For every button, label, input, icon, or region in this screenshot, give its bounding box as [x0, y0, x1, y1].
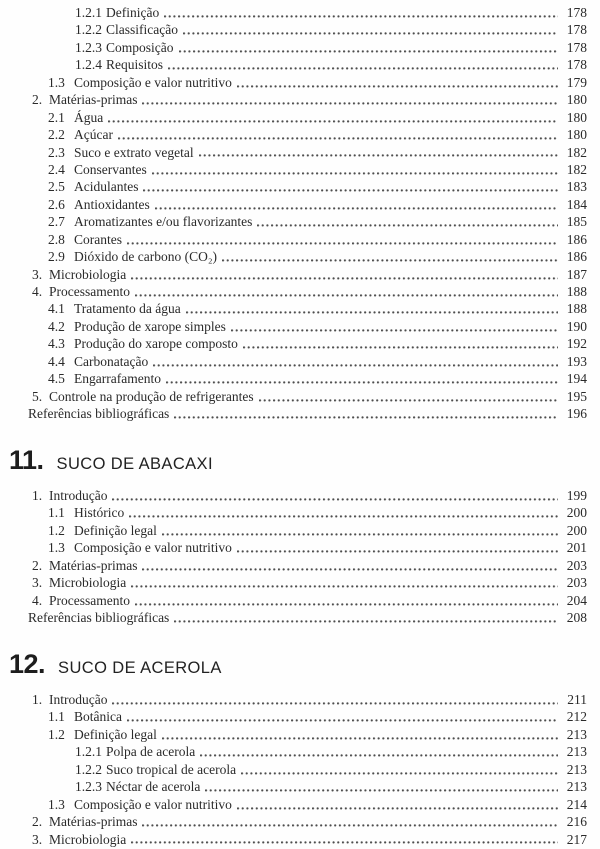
- entry-page-number: 178: [566, 22, 587, 38]
- toc-entry: [28, 726, 587, 743]
- toc-entry: [28, 109, 587, 126]
- entry-page-number: 179: [566, 74, 587, 90]
- entry-page-number: 186: [566, 249, 587, 265]
- dot-leader: [131, 841, 558, 844]
- entry-page-number: 178: [566, 57, 587, 73]
- entry-number: 2.1: [48, 109, 65, 125]
- dot-leader: [155, 207, 558, 210]
- entry-page-number: 188: [566, 301, 587, 317]
- toc-entry: [28, 231, 587, 248]
- toc-entry: [28, 353, 587, 370]
- entry-label: Corantes: [74, 231, 122, 247]
- entry-number: 2.7: [48, 214, 65, 230]
- dot-leader: [118, 137, 558, 140]
- entry-label: Composição e valor nutritivo: [74, 540, 232, 556]
- entry-label: Composição e valor nutritivo: [74, 74, 232, 90]
- entry-label: Produção de xarope simples: [74, 318, 226, 334]
- entry-number: 1.2.1: [75, 5, 102, 20]
- entry-label: Microbiologia: [49, 575, 127, 591]
- entry-label: Néctar de acerola: [106, 779, 201, 795]
- dot-leader: [162, 737, 558, 740]
- entry-label: Requisitos: [106, 57, 164, 73]
- entry-page-number: 185: [566, 214, 587, 230]
- toc-entry: [28, 388, 587, 405]
- toc-entry: [28, 487, 587, 504]
- dot-leader: [142, 102, 558, 105]
- dot-leader: [153, 364, 558, 367]
- entry-label: Conservantes: [74, 161, 147, 177]
- dot-leader: [112, 498, 558, 501]
- entry-label: Controle na produção de refrigerantes: [49, 388, 254, 404]
- toc-entry: [28, 778, 587, 795]
- entry-page-number: 213: [566, 779, 587, 795]
- entry-page-number: 180: [566, 127, 587, 143]
- toc-entry: [28, 144, 587, 161]
- entry-label: Processamento: [49, 592, 130, 608]
- entry-number: 4.: [32, 284, 43, 299]
- entry-label: Suco e extrato vegetal: [74, 144, 194, 160]
- dot-leader: [112, 702, 558, 705]
- entry-label: Composição e valor nutritivo: [74, 796, 232, 812]
- entry-page-number: 182: [566, 144, 587, 160]
- toc-entry: [28, 178, 587, 195]
- entry-page-number: 211: [567, 692, 587, 707]
- entry-label: Definição legal: [74, 726, 157, 742]
- entry-page-number: 204: [566, 592, 587, 608]
- entry-number: 1.2: [48, 522, 65, 538]
- entry-label: Dióxido de carbono (CO₂): [74, 249, 218, 265]
- entry-page-number: 201: [566, 540, 587, 556]
- toc-entry: [28, 196, 587, 213]
- entry-page-number: 200: [566, 522, 587, 538]
- toc-entry: [28, 39, 587, 56]
- toc-entry: [28, 574, 587, 591]
- toc-entry: [28, 813, 587, 830]
- entry-number: 2.4: [48, 161, 65, 177]
- entry-page-number: 180: [566, 92, 587, 108]
- entry-label: Introdução: [49, 488, 108, 503]
- entry-page-number: 182: [566, 161, 587, 177]
- toc-entry: [28, 21, 587, 38]
- entry-label: Tratamento da água: [74, 301, 181, 317]
- entry-number: 2.: [32, 557, 43, 573]
- dot-leader: [108, 120, 558, 123]
- toc-entry: [28, 743, 587, 760]
- entry-number: 2.8: [48, 231, 65, 247]
- entry-number: 4.: [32, 592, 43, 608]
- entry-number: 2.3: [48, 144, 65, 160]
- dot-leader: [174, 620, 558, 623]
- entry-label: Microbiologia: [49, 831, 127, 847]
- dot-leader: [179, 50, 559, 53]
- toc-entry: [28, 56, 587, 73]
- entry-page-number: 180: [566, 109, 587, 125]
- dot-leader: [135, 294, 558, 297]
- entry-page-number: 192: [566, 336, 587, 352]
- entry-label: Histórico: [74, 505, 125, 521]
- entry-number: 1.2: [48, 726, 65, 742]
- entry-number: 1.2.2: [75, 22, 102, 38]
- entry-label: Referências bibliográficas: [28, 610, 170, 626]
- entry-number: 1.3: [48, 540, 65, 556]
- dot-leader: [183, 32, 558, 35]
- dot-leader: [205, 789, 558, 792]
- dot-leader: [199, 154, 558, 157]
- entry-label: Produção do xarope composto: [74, 336, 238, 352]
- entry-label: Antioxidantes: [74, 196, 150, 212]
- entry-number: 1.2.3: [75, 39, 102, 55]
- dot-leader: [131, 277, 558, 280]
- entry-page-number: 214: [566, 796, 587, 812]
- toc-entry: [28, 91, 587, 108]
- entry-label: Matérias-primas: [49, 557, 138, 573]
- entry-page-number: 199: [566, 488, 587, 503]
- dot-leader: [127, 242, 558, 245]
- toc-entry: [28, 4, 587, 21]
- toc-entry: [28, 539, 587, 556]
- toc-entry: [28, 609, 587, 626]
- dot-leader: [131, 585, 558, 588]
- entry-number: 1.2.1: [75, 744, 102, 760]
- toc-entry: [28, 592, 587, 609]
- chapter-number: 12.: [9, 648, 46, 679]
- toc-entry: [28, 335, 587, 352]
- toc-entry: [28, 761, 587, 778]
- dot-leader: [237, 550, 558, 553]
- entry-page-number: 203: [566, 575, 587, 591]
- entry-number: 2.5: [48, 179, 65, 195]
- entry-number: 1.2.3: [75, 779, 102, 795]
- dot-leader: [237, 85, 558, 88]
- entry-label: Definição legal: [74, 522, 157, 538]
- dot-leader: [200, 754, 558, 757]
- entry-page-number: 196: [566, 406, 587, 422]
- entry-page-number: 190: [566, 318, 587, 334]
- entry-number: 5.: [32, 388, 43, 404]
- entry-number: 2.2: [48, 127, 65, 143]
- toc-entry: [28, 691, 587, 708]
- toc-entry: [28, 161, 587, 178]
- dot-leader: [166, 381, 558, 384]
- chapter-heading: [9, 649, 587, 680]
- entry-number: 2.6: [48, 196, 65, 212]
- entry-number: 1.: [32, 692, 43, 707]
- entry-label: Acidulantes: [74, 179, 139, 195]
- entry-number: 4.4: [48, 353, 65, 369]
- entry-number: 3.: [32, 831, 43, 847]
- dot-leader: [222, 259, 558, 262]
- entry-number: 2.9: [48, 249, 65, 265]
- entry-label: Classificação: [106, 22, 178, 38]
- toc-entry: [28, 74, 587, 91]
- entry-page-number: 208: [566, 610, 587, 626]
- toc-entry: [28, 266, 587, 283]
- entry-page-number: 178: [566, 39, 587, 55]
- entry-number: 3.: [32, 575, 43, 591]
- toc-entry: [28, 796, 587, 813]
- entry-page-number: 213: [566, 744, 587, 760]
- entry-label: Botânica: [74, 709, 122, 725]
- toc-entry: [28, 831, 587, 848]
- toc-entry: [28, 504, 587, 521]
- entry-page-number: 178: [566, 5, 587, 20]
- entry-label: Açúcar: [74, 127, 113, 143]
- entry-page-number: 200: [566, 505, 587, 521]
- toc-entry: [28, 300, 587, 317]
- entry-label: Suco tropical de acerola: [106, 761, 237, 777]
- dot-leader: [241, 772, 558, 775]
- toc-entry: [28, 522, 587, 539]
- entry-label: Polpa de acerola: [106, 744, 196, 760]
- entry-page-number: 213: [566, 761, 587, 777]
- entry-label: Referências bibliográficas: [28, 406, 170, 422]
- entry-label: Microbiologia: [49, 266, 127, 282]
- entry-number: 2.: [32, 92, 43, 108]
- entry-label: Carbonatação: [74, 353, 149, 369]
- entry-page-number: 216: [566, 814, 587, 830]
- entry-page-number: 184: [566, 196, 587, 212]
- entry-number: 1.: [32, 488, 43, 503]
- dot-leader: [174, 416, 558, 419]
- dot-leader: [257, 224, 558, 227]
- toc-entry: [28, 370, 587, 387]
- dot-leader: [129, 515, 558, 518]
- entry-label: Aromatizantes e/ou flavorizantes: [74, 214, 253, 230]
- dot-leader: [231, 329, 558, 332]
- dot-leader: [143, 189, 558, 192]
- entry-label: Água: [74, 109, 104, 125]
- entry-page-number: 193: [566, 353, 587, 369]
- entry-page-number: 212: [566, 709, 587, 725]
- entry-label: Engarrafamento: [74, 371, 161, 387]
- entry-label: Processamento: [49, 284, 130, 299]
- chapter-number: 11.: [9, 444, 44, 475]
- entry-page-number: 183: [566, 179, 587, 195]
- dot-leader: [259, 399, 558, 402]
- entry-number: 3.: [32, 266, 43, 282]
- entry-label: Matérias-primas: [49, 92, 138, 108]
- dot-leader: [142, 824, 558, 827]
- dot-leader: [164, 15, 558, 18]
- entry-label: Composição: [106, 39, 174, 55]
- chapter-title: SUCO DE ABACAXI: [56, 454, 213, 473]
- dot-leader: [186, 311, 558, 314]
- toc-entry: [28, 248, 587, 265]
- chapter-title: SUCO DE ACEROLA: [58, 658, 222, 677]
- entry-page-number: 187: [566, 266, 587, 282]
- entry-number: 4.1: [48, 301, 65, 317]
- entry-number: 1.2.2: [75, 761, 102, 777]
- entry-number: 2.: [32, 814, 43, 830]
- dot-leader: [237, 807, 558, 810]
- toc-entry: [28, 126, 587, 143]
- entry-page-number: 217: [566, 831, 587, 847]
- dot-leader: [243, 346, 558, 349]
- toc-entry: [28, 318, 587, 335]
- dot-leader: [162, 533, 558, 536]
- entry-label: Introdução: [49, 692, 108, 707]
- entry-page-number: 186: [566, 231, 587, 247]
- dot-leader: [152, 172, 558, 175]
- toc-content: [9, 4, 587, 848]
- chapter-heading: [9, 445, 587, 476]
- toc-entry: [28, 708, 587, 725]
- dot-leader: [168, 67, 558, 70]
- entry-page-number: 213: [566, 726, 587, 742]
- entry-number: 1.3: [48, 74, 65, 90]
- entry-page-number: 203: [566, 557, 587, 573]
- entry-number: 4.2: [48, 318, 65, 334]
- entry-label: Definição: [106, 5, 160, 20]
- entry-page-number: 194: [566, 371, 587, 387]
- entry-number: 1.1: [48, 709, 65, 725]
- entry-number: 1.2.4: [75, 57, 102, 73]
- entry-number: 4.5: [48, 371, 65, 387]
- entry-number: 1.1: [48, 505, 65, 521]
- entry-number: 1.3: [48, 796, 65, 812]
- toc-entry: [28, 213, 587, 230]
- dot-leader: [135, 603, 558, 606]
- entry-page-number: 188: [566, 284, 587, 299]
- dot-leader: [127, 719, 558, 722]
- toc-entry: [28, 557, 587, 574]
- dot-leader: [142, 568, 558, 571]
- toc-entry: [28, 405, 587, 422]
- toc-entry: [28, 283, 587, 300]
- entry-number: 4.3: [48, 336, 65, 352]
- entry-page-number: 195: [566, 388, 587, 404]
- entry-label: Matérias-primas: [49, 814, 138, 830]
